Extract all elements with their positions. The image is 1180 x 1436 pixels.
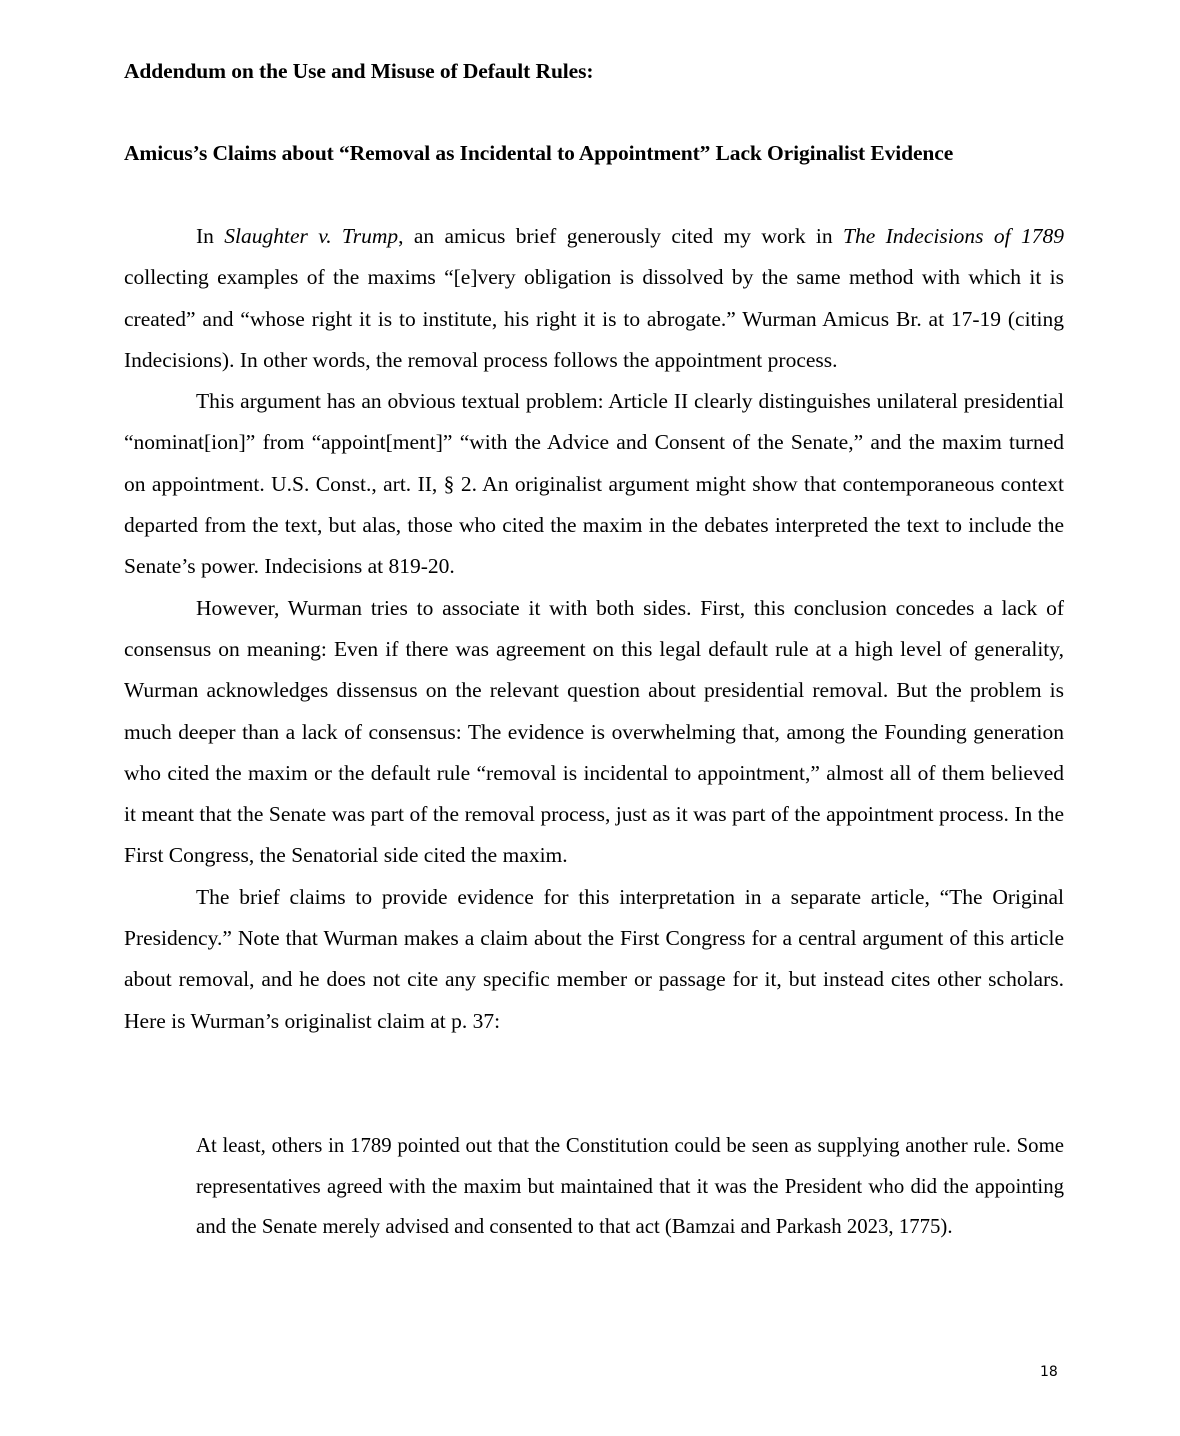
paragraph-1 [124, 216, 1064, 381]
case-name-italic: Slaughter v. Trump [224, 224, 399, 248]
section-heading: Amicus’s Claims about “Removal as Incidental to Appointment” Lack Originalist Evidence [124, 141, 954, 165]
paragraph-text: The brief claims to provide evidence for this interpretation in a separate article, “The Original Presidency.” Note that Wurman makes a claim about the First Congress for a central argument of this article about removal, and he does not cite any specific member or passage for it, but instead cites other scholars. Here is Wurman’s originalist claim at p. 37: [124, 884, 1064, 1033]
paragraph-text: This argument has an obvious textual problem: Article II clearly distinguishes unilateral presidential “nominat[ion]” from “appoint[ment]” “with the Advice and Consent of the Senate,” and the maxim turned on appointment. U.S. Const., art. II, § 2. An originalist argument might show that contemporaneous context departed from the text, but alas, those who cited the maxim in the debates interpreted the text to include the Senate’s power. Indecisions at 819-20. [124, 389, 1064, 579]
paragraph-4 [124, 877, 1064, 1042]
paragraph-3 [124, 588, 1064, 877]
paragraph-2 [124, 381, 1064, 587]
paragraph-text: In [196, 224, 225, 248]
work-title-italic: The Indecisions of 1789 [843, 224, 1064, 248]
paragraph-text: , an amicus brief generously cited my work in [398, 224, 844, 248]
block-quote: At least, others in 1789 pointed out that the Constitution could be seen as supplying another rule. Some representatives agreed with the maxim but maintained that it was the President who did the appointing and the Senate merely advised and consented to that act (Bamzai and Parkash 2023, 1775). [196, 1134, 1064, 1238]
addendum-heading: Addendum on the Use and Misuse of Default Rules: [124, 59, 594, 83]
body-text [124, 216, 1064, 1042]
page-number: 18 [1040, 1364, 1058, 1380]
paragraph-text: collecting examples of the maxims “[e]very obligation is dissolved by the same method with which it is created” and “whose right it is to institute, his right it is to abrogate.” Wurman Amicus Br. at 17-19 (citing Indecisions). In other words, the removal process follows the appointment process. [124, 265, 1064, 372]
paragraph-text: However, Wurman tries to associate it with both sides. First, this conclusion concedes a lack of consensus on meaning: Even if there was agreement on this legal default rule at a high level of generality, Wurman acknowledges dissensus on the relevant question about presidential removal. But the problem is much deeper than a lack of consensus: The evidence is overwhelming that, among the Founding generation who cited the maxim or the default rule “removal is incidental to appointment,” almost all of them believed it meant that the Senate was part of the removal process, just as it was part of the appointment process. In the First Congress, the Senatorial side cited the maxim. [124, 595, 1064, 868]
